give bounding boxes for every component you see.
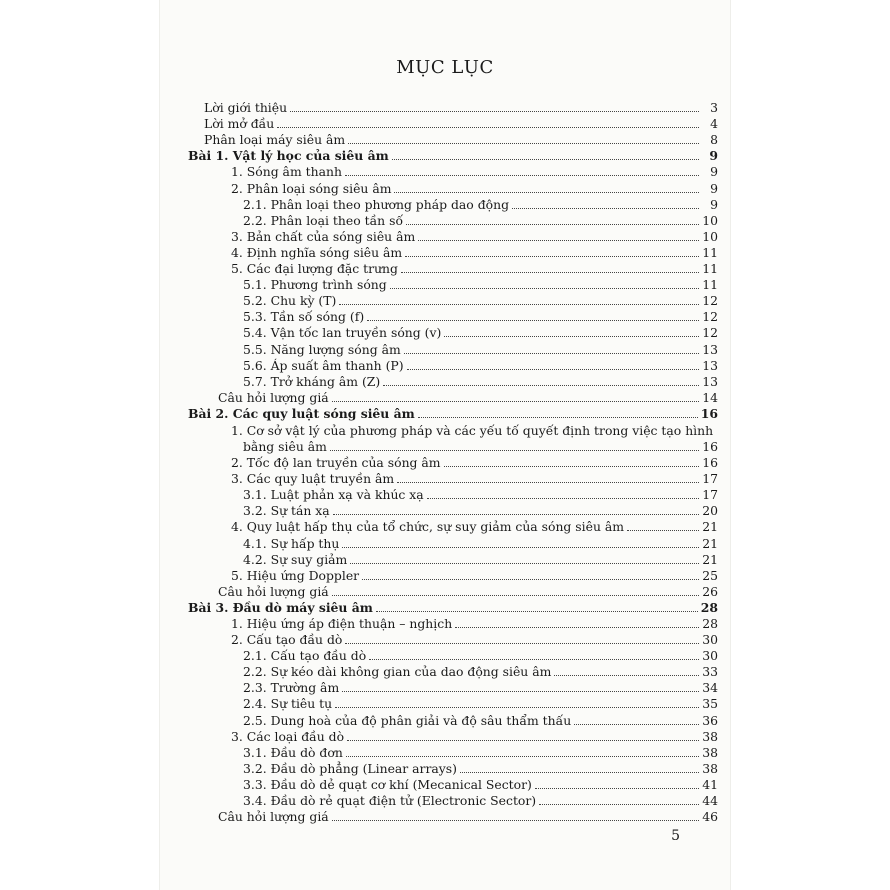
toc-entry-page: 17 <box>702 487 718 503</box>
toc-entry <box>188 487 718 503</box>
dot-leader <box>397 482 699 483</box>
dot-leader <box>407 369 699 370</box>
toc-entry <box>188 422 718 439</box>
toc-entry-page: 10 <box>702 228 718 244</box>
dot-leader <box>554 675 699 676</box>
toc-entry-label: Bài 1. Vật lý học của siêu âm <box>188 148 389 164</box>
dot-leader <box>401 272 699 273</box>
book-page <box>160 0 730 890</box>
toc-entry-label: 3.1. Đầu dò đơn <box>243 744 343 760</box>
toc-entry-page: 13 <box>702 341 718 357</box>
toc-entry-page: 20 <box>702 503 718 519</box>
dot-leader <box>335 707 699 708</box>
toc-entry <box>188 180 718 196</box>
toc-entry <box>188 712 718 728</box>
toc-entry <box>188 664 718 680</box>
table-of-contents <box>188 100 718 825</box>
toc-entry-label: Lời mở đầu <box>204 116 275 132</box>
toc-entry-label: 5. Các đại lượng đặc trưng <box>231 261 398 277</box>
toc-entry-page: 13 <box>702 373 718 389</box>
toc-entry-label: 3.2. Sự tán xạ <box>243 503 330 519</box>
toc-entry <box>188 519 718 535</box>
dot-leader <box>345 643 699 644</box>
dot-leader <box>418 240 699 241</box>
toc-entry <box>188 632 718 648</box>
dot-leader <box>376 611 698 612</box>
toc-entry <box>188 761 718 777</box>
toc-entry <box>188 100 718 116</box>
dot-leader <box>444 336 699 337</box>
toc-entry-label: 4.1. Sự hấp thụ <box>243 535 340 551</box>
toc-entry-page: 16 <box>702 455 718 471</box>
dot-leader <box>277 127 699 128</box>
toc-entry-page: 44 <box>702 793 718 809</box>
toc-entry <box>188 245 718 261</box>
toc-entry-page: 34 <box>702 680 718 696</box>
dot-leader <box>367 320 699 321</box>
toc-entry-label: 2.2. Sự kéo dài không gian của dao động siêu âm <box>243 664 552 680</box>
page-number: 5 <box>671 828 680 844</box>
dot-leader <box>394 192 699 193</box>
toc-entry-page: 4 <box>710 116 718 132</box>
dot-leader <box>460 772 699 773</box>
toc-entry-page: 28 <box>702 616 718 631</box>
dot-leader <box>427 498 699 499</box>
toc-entry-label: 2.4. Sự tiêu tụ <box>243 696 333 712</box>
toc-entry <box>188 164 718 180</box>
toc-entry-page: 21 <box>702 551 718 567</box>
toc-entry <box>188 132 718 148</box>
toc-entry-label: bằng siêu âm <box>243 438 327 454</box>
dot-leader <box>332 595 699 596</box>
toc-entry-page: 16 <box>702 438 718 454</box>
toc-entry <box>188 325 718 341</box>
toc-entry-page: 14 <box>702 389 718 405</box>
toc-entry <box>188 197 718 213</box>
toc-entry-page: 35 <box>702 696 718 712</box>
toc-entry-label: 2.5. Dung hoà của độ phân giải và độ sâu thẩm thấu <box>243 712 572 728</box>
toc-entry-page: 46 <box>702 809 718 825</box>
dot-leader <box>342 691 699 692</box>
toc-entry-page: 38 <box>702 744 718 760</box>
dot-leader <box>362 579 699 580</box>
toc-entry-label: 4.2. Sự suy giảm <box>243 551 348 567</box>
dot-leader <box>332 401 699 402</box>
toc-entry-label: 2.1. Phân loại theo phương pháp dao động <box>243 196 509 212</box>
toc-entry <box>188 406 718 422</box>
toc-entry-label: 1. Sóng âm thanh <box>231 164 342 180</box>
toc-entry-page: 12 <box>702 325 718 341</box>
toc-entry <box>188 455 718 471</box>
toc-entry <box>188 341 718 357</box>
toc-entry <box>188 616 718 632</box>
toc-entry-label: Câu hỏi lượng giá <box>218 809 329 825</box>
toc-entry-page: 11 <box>702 261 718 277</box>
toc-entry-page: 33 <box>702 664 718 680</box>
dot-leader <box>627 530 699 531</box>
toc-entry <box>188 277 718 293</box>
toc-entry-label: 3.4. Đầu dò rẻ quạt điện tử (Electronic Sector) <box>243 793 537 809</box>
page-title: MỤC LỤC <box>396 57 494 78</box>
toc-entry <box>188 680 718 696</box>
dot-leader <box>418 417 698 418</box>
toc-entry-label: 4. Định nghĩa sóng siêu âm <box>231 244 403 260</box>
toc-entry <box>188 116 718 132</box>
dot-leader <box>406 224 699 225</box>
toc-entry-page: 41 <box>702 776 718 792</box>
dot-leader <box>345 175 699 176</box>
toc-entry <box>188 358 718 374</box>
dot-leader <box>332 820 699 821</box>
toc-entry-label: Câu hỏi lượng giá <box>218 583 329 599</box>
dot-leader <box>455 627 699 628</box>
toc-entry <box>188 729 718 745</box>
dot-leader <box>405 256 699 257</box>
toc-entry-page: 12 <box>702 309 718 325</box>
toc-entry-label: 2.2. Phân loại theo tần số <box>243 212 404 228</box>
toc-entry <box>188 261 718 277</box>
toc-entry-label: 5.3. Tần số sóng (f) <box>243 309 365 325</box>
toc-entry-label: 3. Các quy luật truyền âm <box>231 471 395 487</box>
toc-entry-label: 2.3. Trường âm <box>243 680 340 696</box>
dot-leader <box>347 740 699 741</box>
toc-entry-page: 25 <box>702 567 718 583</box>
toc-entry-page: 16 <box>700 405 718 421</box>
toc-entry <box>188 745 718 761</box>
toc-entry-page: 38 <box>702 760 718 776</box>
toc-entry <box>188 439 718 455</box>
toc-entry-label: 4. Quy luật hấp thụ của tổ chức, sự suy giảm của sóng siêu âm <box>231 519 625 535</box>
toc-entry-page: 11 <box>702 277 718 293</box>
dot-leader <box>290 111 699 112</box>
dot-leader <box>342 547 699 548</box>
dot-leader <box>512 208 699 209</box>
toc-entry-page: 17 <box>702 471 718 487</box>
toc-entry <box>188 535 718 551</box>
dot-leader <box>339 304 699 305</box>
dot-leader <box>539 804 699 805</box>
toc-entry-label: 3. Các loại đầu dò <box>231 728 345 744</box>
toc-entry-page: 12 <box>702 293 718 309</box>
toc-entry-label: 5.6. Áp suất âm thanh (P) <box>243 357 404 373</box>
dot-leader <box>383 385 699 386</box>
dot-leader <box>369 659 699 660</box>
dot-leader <box>574 724 699 725</box>
toc-entry <box>188 471 718 487</box>
toc-entry <box>188 600 718 616</box>
toc-entry-page: 8 <box>710 132 718 148</box>
dot-leader <box>346 756 699 757</box>
toc-entry-label: 5.2. Chu kỳ (T) <box>243 293 337 309</box>
toc-entry-label: Bài 2. Các quy luật sóng siêu âm <box>188 405 415 421</box>
toc-entry-page: 38 <box>702 728 718 744</box>
toc-entry-label: 3.1. Luật phản xạ và khúc xạ <box>243 487 424 503</box>
toc-entry-page: 26 <box>702 583 718 599</box>
toc-entry-label: Bài 3. Đầu dò máy siêu âm <box>188 599 373 615</box>
dot-leader <box>392 159 699 160</box>
toc-entry-label: 5.1. Phương trình sóng <box>243 277 387 293</box>
toc-entry-label: 5.4. Vận tốc lan truyền sóng (v) <box>243 325 442 341</box>
toc-entry <box>188 293 718 309</box>
toc-entry-label: Câu hỏi lượng giá <box>218 389 329 405</box>
dot-leader <box>444 466 699 467</box>
toc-entry-page: 36 <box>702 712 718 728</box>
toc-entry <box>188 374 718 390</box>
toc-entry-page: 30 <box>702 632 718 648</box>
dot-leader <box>330 450 699 451</box>
toc-entry-label: 2. Phân loại sóng siêu âm <box>231 180 392 196</box>
toc-entry-page: 21 <box>702 519 718 535</box>
toc-entry-page: 11 <box>702 244 718 260</box>
toc-entry <box>188 696 718 712</box>
dot-leader <box>333 514 699 515</box>
toc-entry-page: 9 <box>710 180 718 196</box>
toc-entry-page: 9 <box>709 148 718 164</box>
dot-leader <box>404 353 699 354</box>
toc-entry <box>188 503 718 519</box>
toc-entry-label: Phân loại máy siêu âm <box>204 132 346 148</box>
toc-entry-label: 1. Cơ sở vật lý của phương pháp và các yếu tố quyết định trong việc tạo hình <box>231 422 714 438</box>
toc-entry-page: 28 <box>700 599 718 615</box>
dot-leader <box>390 288 699 289</box>
toc-entry <box>188 568 718 584</box>
toc-entry-page: 3 <box>710 100 718 116</box>
toc-entry-page: 9 <box>710 196 718 212</box>
toc-entry <box>188 648 718 664</box>
toc-entry-page: 9 <box>710 164 718 180</box>
toc-entry <box>188 777 718 793</box>
toc-entry-label: 2.1. Cấu tạo đầu dò <box>243 648 367 664</box>
toc-entry-label: 5.7. Trở kháng âm (Z) <box>243 373 381 389</box>
dot-leader <box>348 143 699 144</box>
dot-leader <box>535 788 699 789</box>
toc-entry <box>188 390 718 406</box>
toc-entry-label: 3.3. Đầu dò dẻ quạt cơ khí (Mecanical Sector) <box>243 776 532 792</box>
toc-entry-label: 3.2. Đầu dò phẳng (Linear arrays) <box>243 760 457 776</box>
toc-entry-label: 5. Hiệu ứng Doppler <box>231 567 360 583</box>
toc-entry <box>188 148 718 164</box>
toc-entry <box>188 229 718 245</box>
toc-entry-page: 21 <box>702 535 718 551</box>
toc-entry-page: 13 <box>702 357 718 373</box>
toc-entry-label: 3. Bản chất của sóng siêu âm <box>231 228 416 244</box>
toc-entry-label: 1. Hiệu ứng áp điện thuận – nghịch <box>231 616 453 631</box>
toc-entry-label: 2. Tốc độ lan truyền của sóng âm <box>231 455 441 471</box>
toc-entry-page: 30 <box>702 648 718 664</box>
toc-entry <box>188 213 718 229</box>
toc-entry-label: 2. Cấu tạo đầu dò <box>231 632 343 648</box>
toc-entry <box>188 584 718 600</box>
toc-entry-label: 5.5. Năng lượng sóng âm <box>243 341 401 357</box>
toc-entry-label: Lời giới thiệu <box>204 100 288 116</box>
dot-leader <box>350 563 699 564</box>
toc-entry <box>188 793 718 809</box>
toc-entry <box>188 809 718 825</box>
toc-entry <box>188 552 718 568</box>
toc-entry <box>188 309 718 325</box>
toc-entry-page: 10 <box>702 212 718 228</box>
